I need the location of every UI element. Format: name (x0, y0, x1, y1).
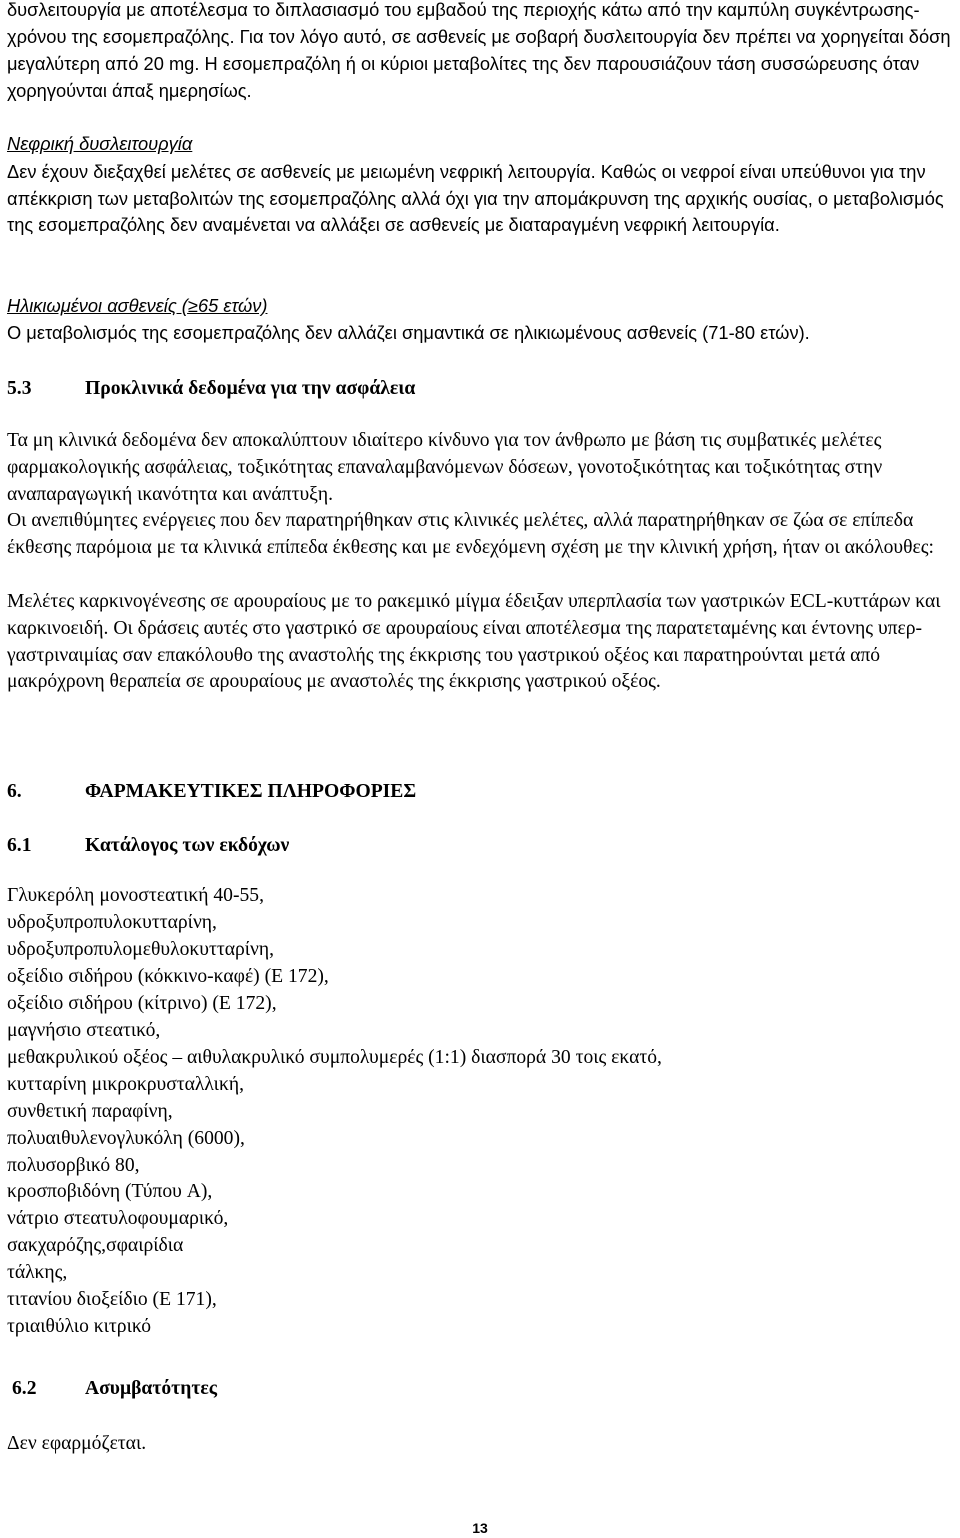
page-number: 13 (472, 1520, 488, 1536)
list-item: πολυαιθυλενογλυκόλη (6000), (7, 1127, 245, 1149)
list-item: κροσποβιδόνη (Τύπου A), (7, 1181, 213, 1203)
list-item: οξείδιο σιδήρου (κόκκινο-καφέ) (E 172), (7, 965, 329, 987)
section-6-2-text: Δεν εφαρμόζεται. (7, 1433, 147, 1454)
section-5-3-text-3b: Οι δράσεις αυτές στο γαστρικό σε αρουραίους είναι αποτέλεσμα της παρατεταμένης και έντονης υπερ-γαστριναιμίας σαν επακόλουθο της αναστολής της έκκρισης του γαστρικού οξέος και παρατηρούνται μετά από μακρόχρονη θεραπεία σε αρουραίους με αναστολές της έκκρισης γαστρικού οξέος. (7, 617, 923, 693)
list-item: πολυσορβικό 80, (7, 1154, 140, 1176)
section-5-3-paragraph-3 (7, 589, 955, 696)
renal-paragraph (7, 159, 955, 239)
renal-text-a: Δεν έχουν διεξαχθεί μελέτες σε ασθενείς με μειωμένη νεφρική λειτουργία. (7, 161, 596, 182)
intro-text-2: Η εσομεπραζόλη ή οι κύριοι μεταβολίτες της δεν παρουσιάζουν τάση συσσώρευσης όταν χορηγούνται άπαξ ημερησίως. (7, 52, 920, 101)
excipients-list (7, 883, 662, 1341)
section-5-3-number: 5.3 (7, 378, 32, 399)
section-6-1-number: 6.1 (7, 835, 32, 856)
list-item: σακχαρόζης,σφαιρίδια (7, 1235, 184, 1257)
list-item: τριαιθύλιο κιτρικό (7, 1316, 152, 1338)
section-5-3-title: Προκλινικά δεδομένα για την ασφάλεια (85, 378, 416, 399)
list-item: οξείδιο σιδήρου (κίτρινο) (E 172), (7, 992, 277, 1014)
section-5-3-paragraph-1: Τα μη κλινικά δεδομένα δεν αποκαλύπτουν ιδιαίτερο κίνδυνο για τον άνθρωπο με βάση τις συμβατικές μελέτες φαρμακολογικής ασφάλειας, τοξικότητας επαναλαμβανόμενων δόσεων, γονοτοξικότητας και τοξικότητας στην αναπαραγωγική ικανότητα και ανάπτυξη. (7, 430, 883, 505)
list-item: υδροξυπροπυλοκυτταρίνη, (7, 911, 217, 933)
section-5-3-heading (7, 376, 415, 402)
section-6-heading (7, 779, 416, 805)
elderly-subheading (7, 293, 267, 319)
section-6-2-heading (12, 1376, 217, 1402)
list-item: κυτταρίνη μικροκρυσταλλική, (7, 1073, 244, 1095)
intro-paragraph (7, 0, 955, 105)
section-5-3-text-3a: Μελέτες καρκινογένεσης σε αρουραίους με το ρακεμικό μίγμα έδειξαν υπερπλασία των γαστρικών ECL-κυττάρων και καρκινοειδή. (7, 591, 941, 639)
elderly-title-ge: ≥ (187, 295, 198, 316)
list-item: Γλυκερόλη μονοστεατική 40-55, (7, 885, 264, 906)
section-6-2-number: 6.2 (12, 1378, 37, 1399)
list-item: συνθετική παραφίνη, (7, 1100, 173, 1122)
section-5-3-paragraph-2: Οι ανεπιθύμητες ενέργειες που δεν παρατηρήθηκαν στις κλινικές μελέτες, αλλά παρατηρήθηκαν σε ζώα σε επίπεδα έκθεσης παρόμοια με τα κλινικά επίπεδα έκθεσης και με ενδεχόμενη σχέση με την κλινική χρήση, ήταν οι ακόλουθες: (7, 510, 934, 558)
renal-subheading: Νεφρική δυσλειτουργία (7, 133, 193, 154)
intro-text-1: δυσλειτουργία με αποτέλεσμα το διπλασιασμό του εμβαδού της περιοχής κάτω από την καμπύλη συγκέντρωσης-χρόνου της εσομεπραζόλης. Για τον λόγο αυτό, σε ασθενείς με σοβαρή δυσλειτουργία δεν πρέπει να χορηγείται δόση μεγαλύτερη από 20 mg. (7, 0, 951, 74)
section-6-1-title: Κατάλογος των εκδόχων (85, 835, 290, 856)
elderly-paragraph: Ο μεταβολισμός της εσομεπραζόλης δεν αλλάζει σημαντικά σε ηλικιωμένους ασθενείς (71-80 ετών). (7, 322, 810, 343)
section-6-title: ΦΑΡΜΑΚΕΥΤΙΚΕΣ ΠΛΗΡΟΦΟΡΙΕΣ (85, 781, 417, 802)
list-item: μεθακρυλικού οξέος – αιθυλακρυλικό συμπολυμερές (1:1) διασπορά 30 τοις εκατό, (7, 1046, 662, 1068)
list-item: τάλκης, (7, 1262, 68, 1284)
list-item: τιτανίου διοξείδιο (E 171), (7, 1289, 217, 1311)
elderly-title-post: 65 ετών) (197, 295, 268, 316)
section-6-2-title: Ασυμβατότητες (85, 1378, 217, 1399)
section-6-1-heading (7, 833, 289, 859)
list-item: υδροξυπροπυλομεθυλοκυτταρίνη, (7, 938, 275, 960)
list-item: νάτριο στεατυλοφουμαρικό, (7, 1208, 229, 1230)
section-6-number: 6. (7, 781, 22, 802)
list-item: μαγνήσιο στεατικό, (7, 1019, 161, 1041)
renal-text-b: Καθώς οι νεφροί είναι υπεύθυνοι για την απέκκριση των μεταβολιτών της εσομεπραζόλης αλλά όχι για την απομάκρυνση της αρχικής ουσίας, ο μεταβολισμός της εσομεπραζόλης δεν αναμένεται να αλλάξει σε ασθενείς με διαταραγμένη νεφρική λειτουργία. (7, 161, 944, 235)
elderly-title-pre: Ηλικιωμένοι ασθενείς ( (7, 295, 188, 316)
